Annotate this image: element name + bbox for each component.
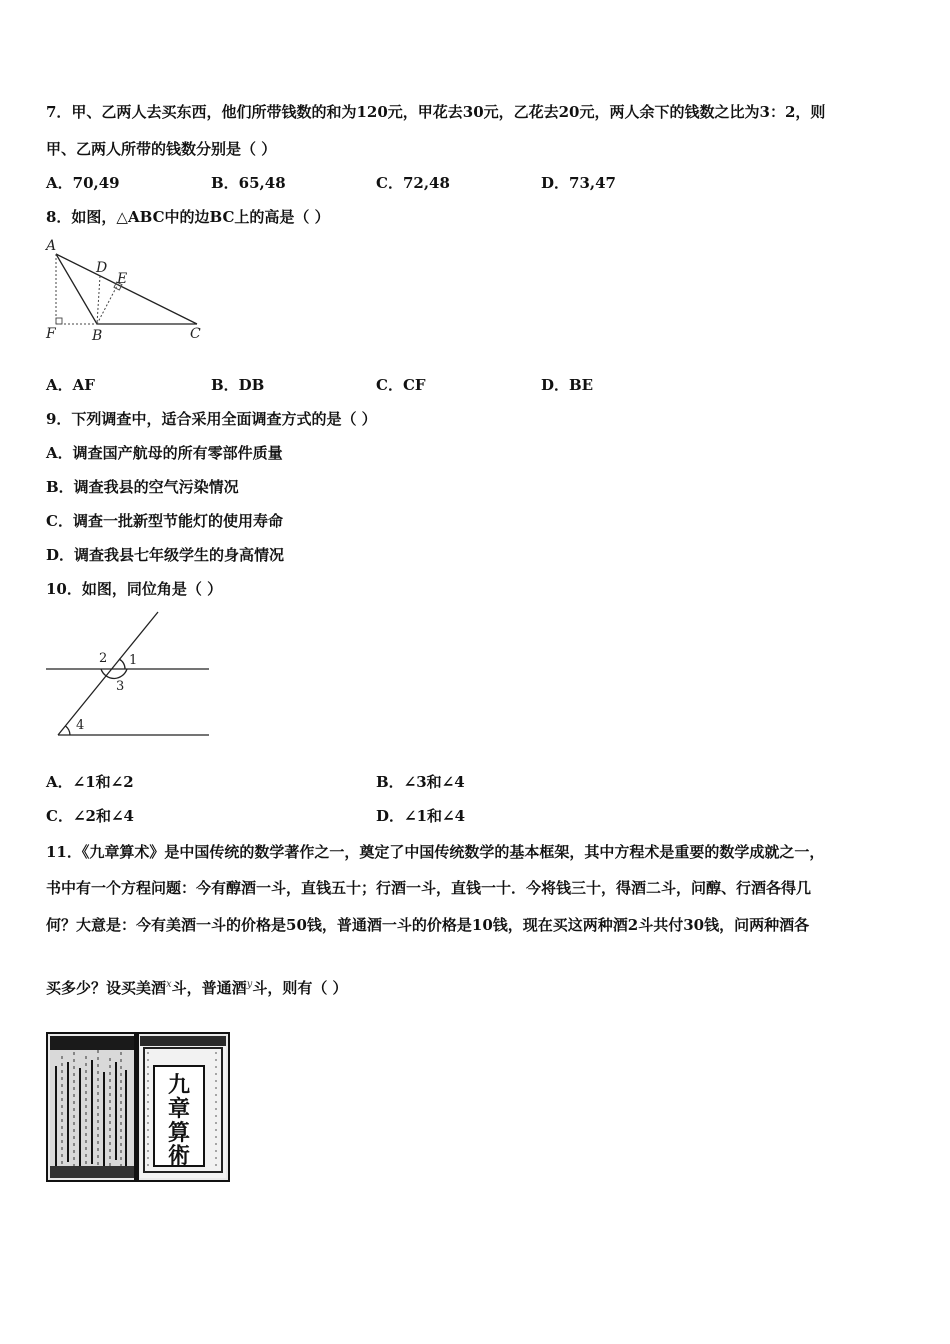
q11-cover-char-4: 術 <box>167 1143 191 1169</box>
q11-cover-char-1: 九 <box>167 1072 191 1098</box>
q8-stem: 8．如图，△ABC中的边BC上的高是（ ） <box>46 208 330 226</box>
q10-angle-label-2: 2 <box>99 651 108 666</box>
q11-stem-line2: 书中有一个方程问题：今有醇酒一斗，直钱五十；行酒一斗，直钱一十．今将钱三十，得酒二斗，问醇、行酒各得几 <box>46 879 812 897</box>
q8-label-c: C <box>190 326 201 342</box>
q11-stem-line4 <box>46 978 348 1001</box>
q8-label-b: B <box>92 328 103 344</box>
q8-label-a: A <box>46 238 57 254</box>
q9-option-d[interactable]: D．调查我县七年级学生的身高情况 <box>46 546 285 564</box>
q10-option-d[interactable]: D．∠1和∠4 <box>376 807 466 825</box>
q8-label-e: E <box>117 271 128 287</box>
q10-parallel-lines-figure <box>40 608 220 742</box>
q11-stem-line3: 何？大意是：今有美酒一斗的价格是50钱，普通酒一斗的价格是10钱，现在买这两种酒2斗共付30钱，问两种酒各 <box>46 916 810 934</box>
q9-stem: 9．下列调查中，适合采用全面调查方式的是（ ） <box>46 410 377 428</box>
q11-stem-line1: 11．《九章算术》是中国传统的数学著作之一，奠定了中国传统数学的基本框架，其中方程术是重要的数学成就之一， <box>46 843 825 861</box>
q8-option-d[interactable]: D．BE <box>541 376 594 394</box>
q10-angle-label-3: 3 <box>116 679 125 694</box>
q7-option-b[interactable]: B．65,48 <box>211 174 286 192</box>
q11-stem-line4-part1: 买多少？设买美酒 <box>46 979 167 997</box>
q10-option-a[interactable]: A．∠1和∠2 <box>46 773 134 791</box>
q7-option-c[interactable]: C．72,48 <box>376 174 450 192</box>
q10-stem: 10．如图，同位角是（ ） <box>46 580 223 598</box>
q11-stem-line4-part2: 斗，普通酒 <box>171 979 247 997</box>
q7-stem-line2: 甲、乙两人所带的钱数分别是（ ） <box>46 140 277 158</box>
q11-cover-char-2: 章 <box>167 1096 191 1122</box>
q10-option-b[interactable]: B．∠3和∠4 <box>376 773 465 791</box>
q10-angle-label-1: 1 <box>129 653 138 668</box>
q9-option-b[interactable]: B．调查我县的空气污染情况 <box>46 478 239 496</box>
q7-option-d[interactable]: D．73,47 <box>541 174 616 192</box>
q8-option-a[interactable]: A．AF <box>46 376 95 394</box>
q11-var-x: x <box>166 979 172 990</box>
q7-stem-line1: 7．甲、乙两人去买东西，他们所带钱数的和为120元，甲花去30元，乙花去20元，两人余下的钱数之比为3：2，则 <box>46 103 826 121</box>
q8-label-f: F <box>46 326 56 342</box>
q11-stem-line4-part3: 斗，则有（ ） <box>252 979 348 997</box>
q8-option-c[interactable]: C．CF <box>376 376 426 394</box>
q11-var-y: y <box>246 979 253 990</box>
q11-book-cover-image <box>46 1032 230 1182</box>
q10-angle-label-4: 4 <box>76 718 85 733</box>
q8-option-b[interactable]: B．DB <box>211 376 265 394</box>
q7-option-a[interactable]: A．70,49 <box>46 174 120 192</box>
q11-cover-char-3: 算 <box>167 1120 191 1146</box>
q9-option-a[interactable]: A．调查国产航母的所有零部件质量 <box>46 444 283 462</box>
q8-label-d: D <box>96 260 108 276</box>
q8-triangle-figure <box>40 234 220 346</box>
q10-option-c[interactable]: C．∠2和∠4 <box>46 807 134 825</box>
q9-option-c[interactable]: C．调查一批新型节能灯的使用寿命 <box>46 512 283 530</box>
